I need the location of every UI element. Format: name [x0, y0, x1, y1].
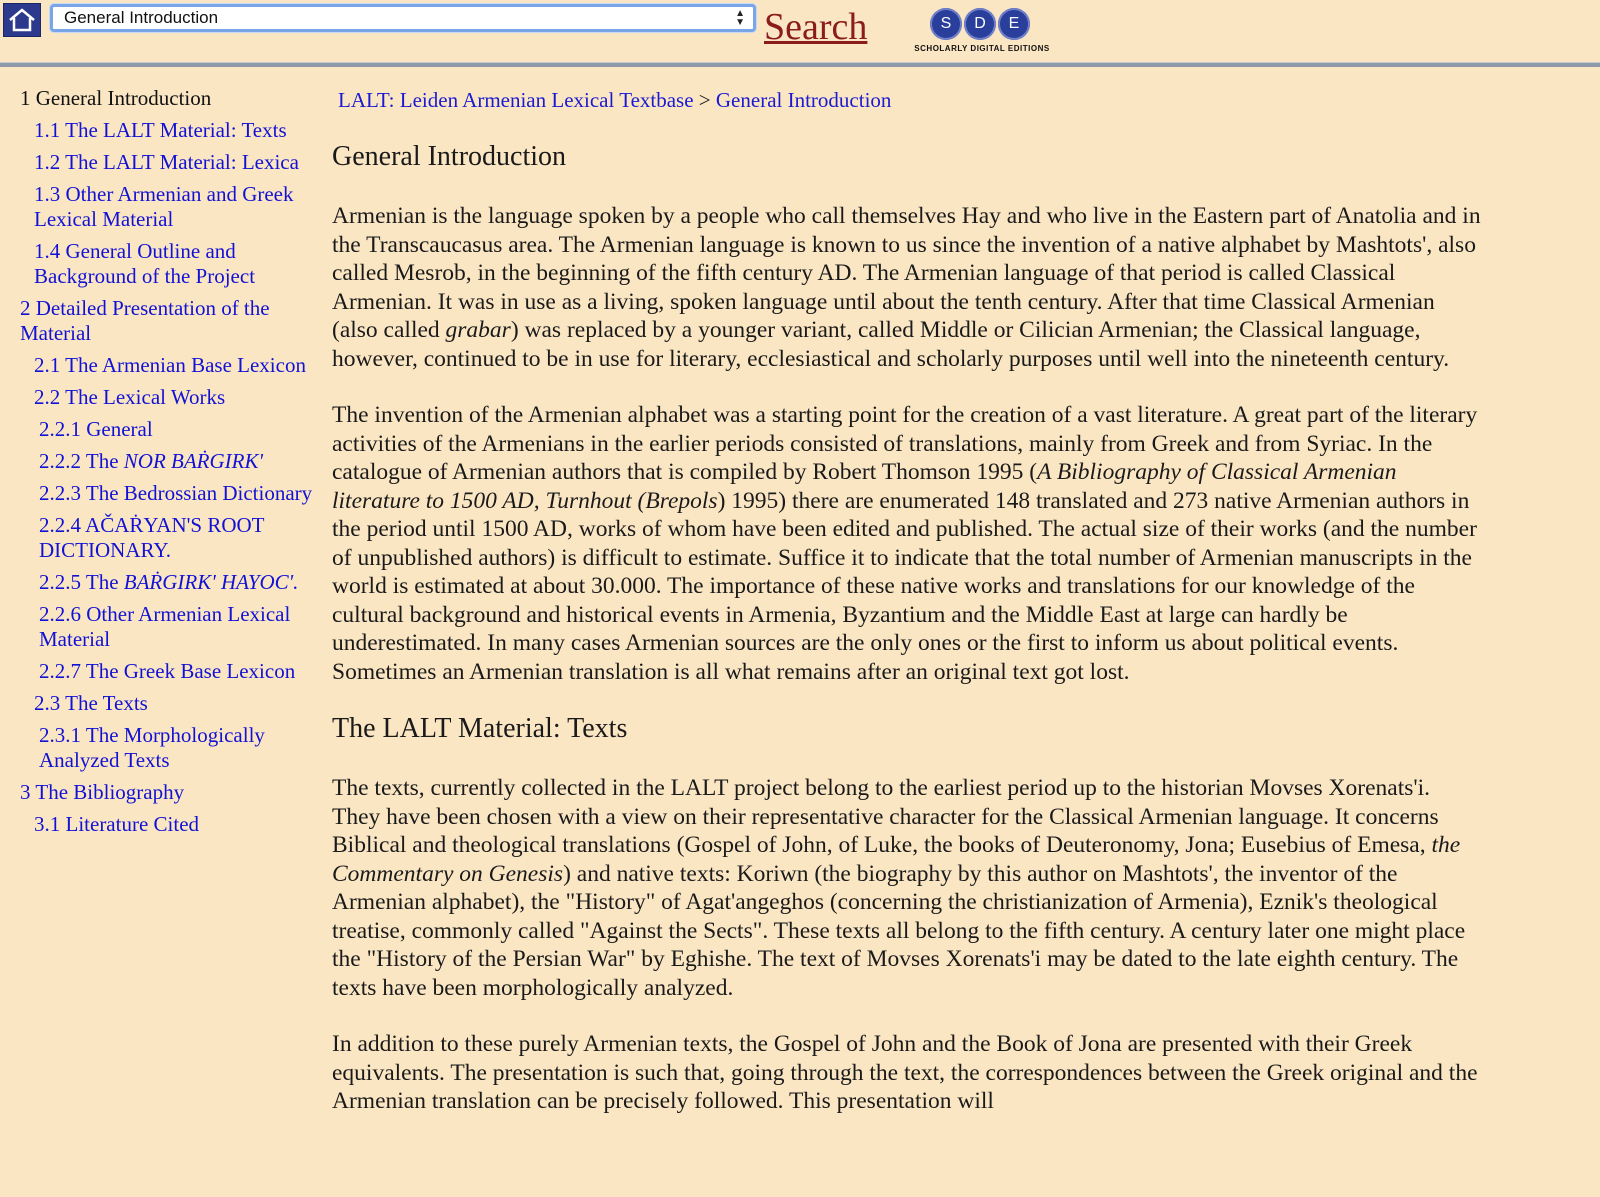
- toc-item-label: 1.3 Other Armenian and Greek Lexical Material: [34, 182, 294, 231]
- italic-term: grabar: [445, 317, 511, 343]
- toc-item[interactable]: [20, 353, 315, 378]
- breadcrumb-current-link[interactable]: General Introduction: [715, 88, 892, 112]
- intro-paragraph-2: [332, 401, 1482, 686]
- text-run: ) was replaced by a younger variant, called Middle or Cilician Armenian; the Classical language, however, continued to be in use for literary, ecclesiastical and scholarly purposes until well into the nineteenth century.: [332, 317, 1450, 372]
- toc-item-label: 2.2.5 The: [39, 570, 124, 594]
- toc-item-label: 2.2.4 AČAṘYAN'S ROOT DICTIONARY.: [39, 513, 265, 562]
- text-run: ) and native texts: Koriwn (the biography by this author on Mashtots', the inventor of the Armenian alphabet), the "History" of Agat'angeghos (concerning the christianization of Armenia), Eznik's theological treatise, commonly called "Against the Sects". These texts all belong to the fifth century. A century later one might place the "History of the Persian War" by Eghishe. The text of Movses Xorenats'i may be dated to the late eighth century. The texts have been morphologically analyzed.: [332, 860, 1466, 1001]
- logo-caption: SCHOLARLY DIGITAL EDITIONS: [914, 44, 1050, 53]
- toc-item-label: 2.2.7 The Greek Base Lexicon: [39, 659, 296, 683]
- toc-item[interactable]: [20, 723, 315, 773]
- toc-item[interactable]: [20, 385, 315, 410]
- toc-item[interactable]: [20, 780, 315, 805]
- section-select-value: General Introduction: [64, 8, 219, 27]
- section-select[interactable]: [50, 4, 756, 32]
- toc-item-label: 2.2.2 The: [39, 449, 124, 473]
- toc-item-label: 2.3 The Texts: [34, 691, 148, 715]
- toc-item[interactable]: [20, 602, 315, 652]
- toc-item[interactable]: [20, 691, 315, 716]
- toc-item[interactable]: [20, 150, 315, 175]
- text-run: ) 1995) there are enumerated 148 translated and 273 native Armenian authors in the period until 1500 AD, works of whom have been edited and published. The actual size of their works (and the number of unpublished authors) is difficult to estimate. Suffice it to indicate that the total number of Armenian manuscripts in the world is estimated at about 30.000. The importance of these native works and translations for our knowledge of the cultural background and historical events in Armenia, Byzantium and the Middle East at large can hardly be underestimated. In many cases Armenian sources are the only ones or the first to inform us about political events. Sometimes an Armenian translation is all what remains after an original text got lost.: [332, 487, 1477, 685]
- italic-title: the Commentary on Genesis: [332, 832, 1461, 887]
- intro-paragraph-1: [332, 202, 1482, 373]
- toc-item-label: 2.2.3 The Bedrossian Dictionary: [39, 481, 313, 505]
- home-icon: [7, 7, 37, 33]
- header-divider: [0, 62, 1600, 67]
- toc-item-label: 3.1 Literature Cited: [34, 812, 200, 836]
- italic-title: A Bibliography of Classical Armenian literature to 1500 AD, Turnhout (Brepols: [332, 459, 1397, 514]
- logo-letter-d: D: [964, 8, 996, 40]
- toc-item-label: 2.2.6 Other Armenian Lexical Material: [39, 602, 291, 651]
- toc-item-italic-label: BAṘGIRK' HAYOC'.: [123, 570, 299, 594]
- toc-item[interactable]: [20, 570, 315, 595]
- toc-item[interactable]: [20, 182, 315, 232]
- toc-item-italic-label: NOR BAṘGIRK': [123, 449, 263, 473]
- table-of-contents: [20, 86, 315, 844]
- texts-paragraph-1: [332, 774, 1482, 1002]
- toc-item[interactable]: [20, 812, 315, 837]
- text-run: Armenian is the language spoken by a people who call themselves Hay and who live in the Eastern part of Anatolia and in the Transcaucasus area. The Armenian language is known to us since the invention of a native alphabet by Mashtots', also called Mesrob, in the beginning of the fifth century AD. The Armenian language of that period is called Classical Armenian. It was in use as a living, spoken language until about the tenth century. After that time Classical Armenian (also called: [332, 203, 1481, 343]
- texts-paragraph-2: In addition to these purely Armenian texts, the Gospel of John and the Book of Jona are presented with their Greek equivalents. The presentation is such that, going through the text, the correspondences between the Greek original and the Armenian translation can be precisely followed. This presentation will: [332, 1031, 1478, 1114]
- search-link[interactable]: Search: [764, 6, 868, 48]
- toc-item-label: 1.4 General Outline and Background of the Project: [34, 239, 256, 288]
- toc-item[interactable]: [20, 86, 315, 111]
- top-toolbar: [0, 0, 1600, 62]
- main-content: [332, 86, 1482, 1116]
- text-run: The invention of the Armenian alphabet was a starting point for the creation of a vast literature. A great part of the literary activities of the Armenians in the earlier periods consisted of translations, mainly from Greek and from Syriac. In the catalogue of Armenian authors that is compiled by Robert Thomson 1995 (: [332, 402, 1478, 485]
- breadcrumb-root-link[interactable]: LALT: Leiden Armenian Lexical Textbase: [338, 88, 694, 112]
- toc-item[interactable]: [20, 296, 315, 346]
- toc-item-label: 2.3.1 The Morphologically Analyzed Texts: [39, 723, 265, 772]
- toc-item[interactable]: [20, 239, 315, 289]
- toc-item-label: 1 General Introduction: [20, 86, 212, 110]
- text-run: The texts, currently collected in the LALT project belong to the earliest period up to the historian Movses Xorenats'i. They have been chosen with a view on their representative character for the Classical Armenian language. It concerns Biblical and theological translations (Gospel of John, of Luke, the books of Deuteronomy, Jona; Eusebius of Emesa,: [332, 775, 1439, 858]
- logo-letter-e: E: [998, 8, 1030, 40]
- toc-item[interactable]: [20, 449, 315, 474]
- toc-item-label: 2 Detailed Presentation of the Material: [20, 296, 270, 345]
- toc-item-label: 1.1 The LALT Material: Texts: [34, 118, 287, 142]
- toc-item-label: 2.1 The Armenian Base Lexicon: [34, 353, 306, 377]
- section-heading: The LALT Material: Texts: [332, 713, 628, 744]
- logo-letter-s: S: [930, 8, 962, 40]
- home-button[interactable]: [3, 3, 41, 37]
- sde-logo[interactable]: [884, 6, 1080, 56]
- page-title: General Introduction: [332, 141, 567, 172]
- toc-item-label: 3 The Bibliography: [20, 780, 185, 804]
- toc-item[interactable]: [20, 118, 315, 143]
- breadcrumb-separator: >: [698, 88, 711, 112]
- toc-item-label: 1.2 The LALT Material: Lexica: [34, 150, 299, 174]
- toc-item[interactable]: [20, 417, 315, 442]
- breadcrumb: [338, 86, 1482, 114]
- toc-item-label: 2.2.1 General: [39, 417, 153, 441]
- chevron-updown-icon: ▲ ▼: [735, 8, 745, 28]
- toc-item[interactable]: [20, 481, 315, 506]
- toc-item[interactable]: [20, 659, 315, 684]
- toc-item-label: 2.2 The Lexical Works: [34, 385, 226, 409]
- toc-item[interactable]: [20, 513, 315, 563]
